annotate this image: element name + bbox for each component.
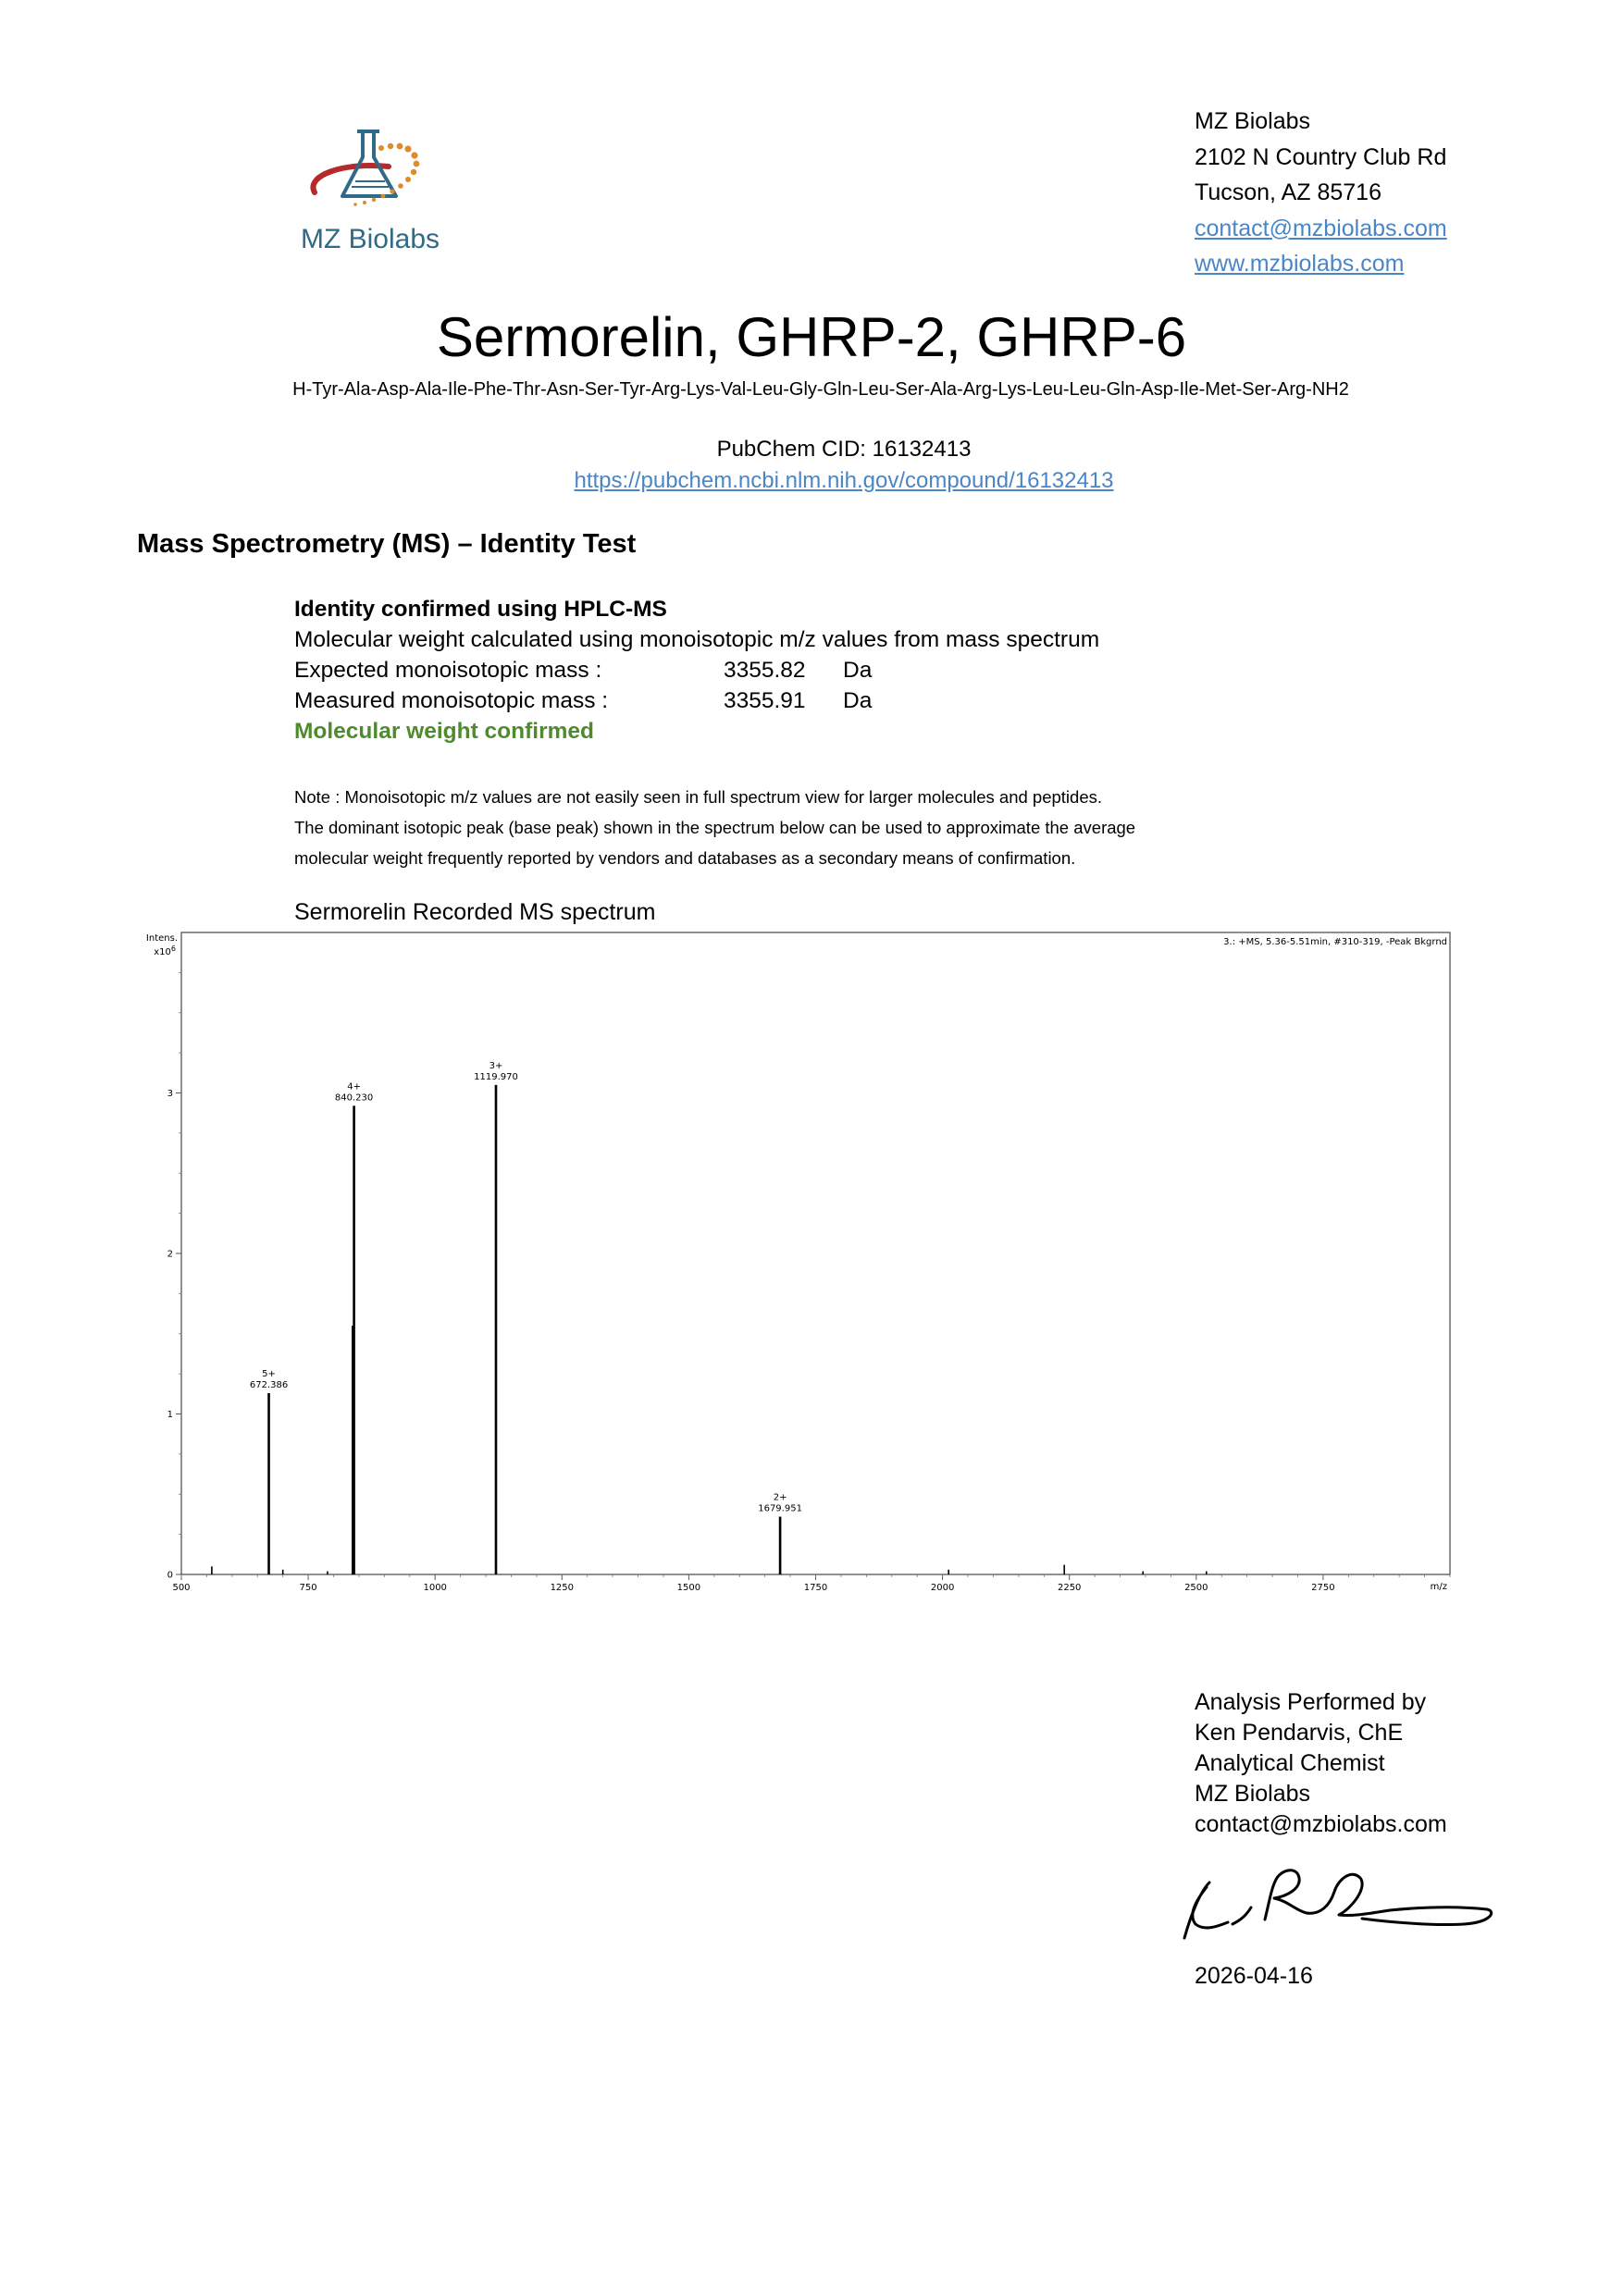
peak-mz-label: 672.386 [249,1379,289,1390]
measured-mass-unit: Da [843,688,873,713]
company-name: MZ Biolabs [1195,108,1311,134]
chart-frame [181,932,1450,1574]
x-tick-label: 2250 [1057,1583,1082,1593]
x-tick-label: 750 [299,1583,317,1593]
expected-mass-label: Expected monoisotopic mass : [294,658,602,683]
report-date: 2026-04-16 [1195,1963,1313,1989]
spectrum-header: 3.: +MS, 5.36-5.51min, #310-319, -Peak Bkgrnd [1223,937,1447,947]
y-axis-unit-base: x10 [154,947,171,957]
y-tick-label: 2 [167,1249,173,1260]
peak-charge-label: 3+ [489,1060,503,1071]
note-line-2: The dominant isotopic peak (base peak) shown in the spectrum below can be used to approximate the average [294,818,1136,837]
company-address [1195,104,1447,282]
logo-text: MZ Biolabs [300,224,440,254]
pubchem-cid: PubChem CID: 16132413 [716,437,972,462]
identity-results [294,594,1099,747]
analyst-block [1195,1687,1447,1840]
city-state-zip: Tucson, AZ 85716 [1195,179,1381,205]
note-line-3: molecular weight frequently reported by vendors and databases as a secondary means of confirmation. [294,848,1076,868]
expected-mass-unit: Da [843,658,873,683]
peak-charge-label: 5+ [262,1368,276,1379]
pubchem-link[interactable]: https://pubchem.ncbi.nlm.nih.gov/compound/16132413 [574,468,1114,493]
confirmation-status: Molecular weight confirmed [294,719,594,744]
x-tick-label: 500 [172,1583,191,1593]
measured-mass-value: 3355.91 [724,688,806,713]
company-logo [278,120,463,268]
peak-charge-label: 4+ [347,1081,361,1092]
x-tick-label: 1000 [423,1583,447,1593]
spectrum-caption: Sermorelin Recorded MS spectrum [294,899,656,925]
y-tick-label: 3 [167,1089,173,1099]
expected-mass-row [294,655,1099,685]
x-tick-label: 1500 [676,1583,701,1593]
page-title: Sermorelin, GHRP-2, GHRP-6 [436,306,1187,368]
mass-spectrum-chart [139,927,1453,1604]
analyst-email: contact@mzbiolabs.com [1195,1811,1447,1837]
handwritten-signature [1168,1850,1501,1961]
method-description: Molecular weight calculated using monoisotopic m/z values from mass spectrum [294,627,1100,652]
x-tick-label: 2500 [1184,1583,1208,1593]
x-tick-label: 1250 [550,1583,575,1593]
note-line-1: Note : Monoisotopic m/z values are not easily seen in full spectrum view for larger molecules and peptides. [294,787,1103,807]
y-axis-unit [154,944,176,957]
x-tick-label: 1750 [803,1583,828,1593]
section-heading: Mass Spectrometry (MS) – Identity Test [137,529,637,559]
x-tick-label: 2000 [930,1583,955,1593]
measured-mass-row [294,685,1099,716]
peak-charge-label: 2+ [773,1492,787,1503]
email-link[interactable]: contact@mzbiolabs.com [1195,215,1447,241]
y-tick-label: 1 [167,1410,173,1420]
peptide-sequence: H-Tyr-Ala-Asp-Ala-Ile-Phe-Thr-Asn-Ser-Tyr-Arg-Lys-Val-Leu-Gly-Gln-Leu-Ser-Ala-Arg-Lys-Leu-Leu-Gln-Asp-Ile-Met-Ser-Arg-NH2 [292,379,1349,400]
note-paragraph [294,782,1135,873]
street-address: 2102 N Country Club Rd [1195,143,1447,170]
measured-mass-label: Measured monoisotopic mass : [294,688,609,713]
y-axis-unit-exponent: 6 [170,944,176,953]
analyst-company: MZ Biolabs [1195,1781,1311,1807]
flask-logo-icon [278,120,463,222]
y-tick-label: 0 [167,1570,173,1581]
peak-mz-label: 840.230 [334,1092,374,1104]
identity-heading: Identity confirmed using HPLC-MS [294,597,667,622]
analyst-role: Analytical Chemist [1195,1750,1385,1776]
peak-mz-label: 1679.951 [758,1503,802,1514]
analyst-name: Ken Pendarvis, ChE [1195,1720,1404,1746]
y-axis-label: Intens. [145,933,178,944]
chart-marks [167,972,1450,1593]
website-link[interactable]: www.mzbiolabs.com [1195,251,1405,277]
peak-mz-label: 1119.970 [474,1071,518,1082]
x-tick-label: 2750 [1311,1583,1335,1593]
expected-mass-value: 3355.82 [724,658,806,683]
x-axis-unit: m/z [1430,1582,1447,1592]
analysis-performed-by: Analysis Performed by [1195,1689,1427,1715]
